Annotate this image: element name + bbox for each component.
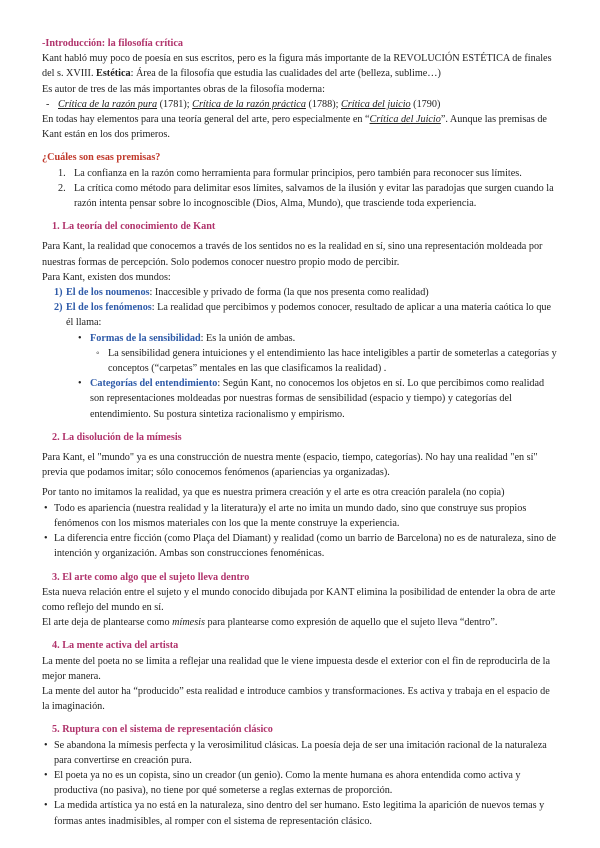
s5-bullet-2: • El poeta ya no es un copista, sino un creador (un genio). Como la mente humana es ahora entendida como activa y productiva (no pasiva), no tiene por qué someterse a reglas externas de proporción. <box>42 768 558 798</box>
document-page <box>42 36 558 829</box>
term-estetica: Estética <box>96 68 131 80</box>
intro-paragraph-3: En todas hay elementos para una teoría general del arte, pero especialmente en “Crítica del Juicio”. Aunque las premisas de Kant están en los dos primeros. <box>42 114 547 141</box>
list-item: 1. La confianza en la razón como herramienta para formular principios, pero también para reconocer sus límites. <box>58 167 522 179</box>
s5-bullet-1: • Se abandona la mímesis perfecta y la verosimilitud clásicas. La poesía deja de ser una imitación racional de la naturaleza para convertirse en creación pura. <box>42 738 558 768</box>
work-title: Crítica del juicio <box>341 98 411 110</box>
premises-heading: ¿Cuáles son esas premisas? <box>42 152 161 164</box>
s2-bullet-1: • Todo es apariencia (nuestra realidad y la literatura)y el arte no imita un mundo dado, sino que construye sus propios fenómenos con los mismos materiales con los que la mente construye la experiencia. <box>42 501 558 531</box>
works-list: - Crítica de la razón pura (1781); Crítica de la razón práctica (1788); Crítica del juicio (1790) <box>42 97 558 112</box>
categorias-entendimiento: • Categorías del entendimiento: Según Kant, no conocemos los objetos en sí. Lo que percibimos como realidad son representaciones moldeadas por nuestras formas de sensibilidad (espacio y tiempo) y categorías del entendimiento. Su postura sintetiza racionalismo y empirismo. <box>42 376 558 422</box>
world-noumenos: 1) El de los noumenos: Inaccesible y privado de forma (la que nos presenta como realidad) <box>54 287 429 299</box>
sensibilidad-detail: ◦ La sensibilidad genera intuiciones y el entendimiento las hace inteligibles a partir de someterlas a categorías y conceptos (“carpetas” mentales en las que clasificamos la realidad) . <box>42 346 558 376</box>
term-mimesis: mímesis <box>172 617 205 629</box>
work-title: Crítica de la razón pura <box>58 98 158 110</box>
s3-paragraph-1: Esta nueva relación entre el sujeto y el mundo conocido dibujada por KANT elimina la posibilidad de entender la obra de arte como reflejo del mundo en sí. <box>42 586 556 613</box>
intro-paragraph-2: Es autor de tres de las más importantes obras de la filosofía moderna: <box>42 83 325 95</box>
section-1-heading: 1. La teoría del conocimiento de Kant <box>52 221 216 233</box>
s2-bullet-2: • La diferencia entre ficción (como Plaça del Diamant) y realidad (como un barrio de Barcelona) no es de naturaleza, sino de intención y organización. Ambas son construcciones fenoménicas. <box>42 531 558 561</box>
section-5-heading: 5. Ruptura con el sistema de representación clásico <box>52 724 273 736</box>
s4-paragraph-1: La mente del poeta no se limita a reflejar una realidad que le viene impuesta desde el exterior con el fin de reproducirla de la mejor manera. <box>42 655 551 682</box>
s3-paragraph-2: El arte deja de plantearse como mímesis para plantearse como expresión de aquello que el sujeto lleva “dentro”. <box>42 617 498 629</box>
section-4-heading: 4. La mente activa del artista <box>52 640 179 652</box>
section-3-heading: 3. El arte como algo que el sujeto lleva dentro <box>52 571 250 583</box>
list-item: 2. La crítica como método para delimitar esos límites, salvamos de la ilusión y evitar las paradojas que surgen cuando la razón intenta pensar sobre lo incognoscible (Dios, Alma, Mundo), que trasciende toda experiencia. <box>58 182 554 210</box>
intro-paragraph-1: Kant habló muy poco de poesía en sus escritos, pero es la figura más importante de la REVOLUCIÓN ESTÉTICA de finales del s. XVIII. Estética: Área de la filosofía que estudia las cualidades del arte (belleza, sublime…) <box>42 53 552 80</box>
s4-paragraph-2: La mente del autor ha “producido” esta realidad e introduce cambios y transformaciones. Es activa y trabaja en el espacio de la imaginación. <box>42 685 550 713</box>
intro-heading: -Introducción: la filosofía crítica <box>42 38 184 49</box>
work-title: Crítica del Juicio <box>369 114 441 126</box>
s1-paragraph-2: Para Kant, existen dos mundos: <box>42 271 171 283</box>
section-2-heading: 2. La disolución de la mímesis <box>52 431 182 443</box>
s1-paragraph-1: Para Kant, la realidad que conocemos a través de los sentidos no es la realidad en sí, sino una representación moldeada por nuestras formas de percepción. Solo podemos conocer nuestro propio modo de percibir. <box>42 241 543 268</box>
world-fenomenos: 2) El de los fenómenos: La realidad que percibimos y podemos conocer, resultado de aplicar a una materia caótica lo que él llama: <box>54 302 552 329</box>
s2-paragraph-1: Para Kant, el "mundo" ya es una construcción de nuestra mente (espacio, tiempo, categorías). No hay una realidad "en sí" previa que podamos imitar; sólo conocemos fenómenos (apariencias ya organizadas). <box>42 452 538 479</box>
work-title: Crítica de la razón práctica <box>192 98 306 110</box>
premises-list <box>42 166 558 212</box>
s5-bullet-3: • La medida artística ya no está en la naturaleza, sino dentro del ser humano. Esto legitima la aparición de nuevos temas y formas antes inadmisibles, al romper con el sistema de representación clásico. <box>42 798 558 828</box>
formas-sensibilidad: • Formas de la sensibilidad: Es la unión de ambas. <box>42 331 558 346</box>
s2-paragraph-2: Por tanto no imitamos la realidad, ya que es nuestra primera creación y el arte es otra creación paralela (no copia) <box>42 487 505 499</box>
